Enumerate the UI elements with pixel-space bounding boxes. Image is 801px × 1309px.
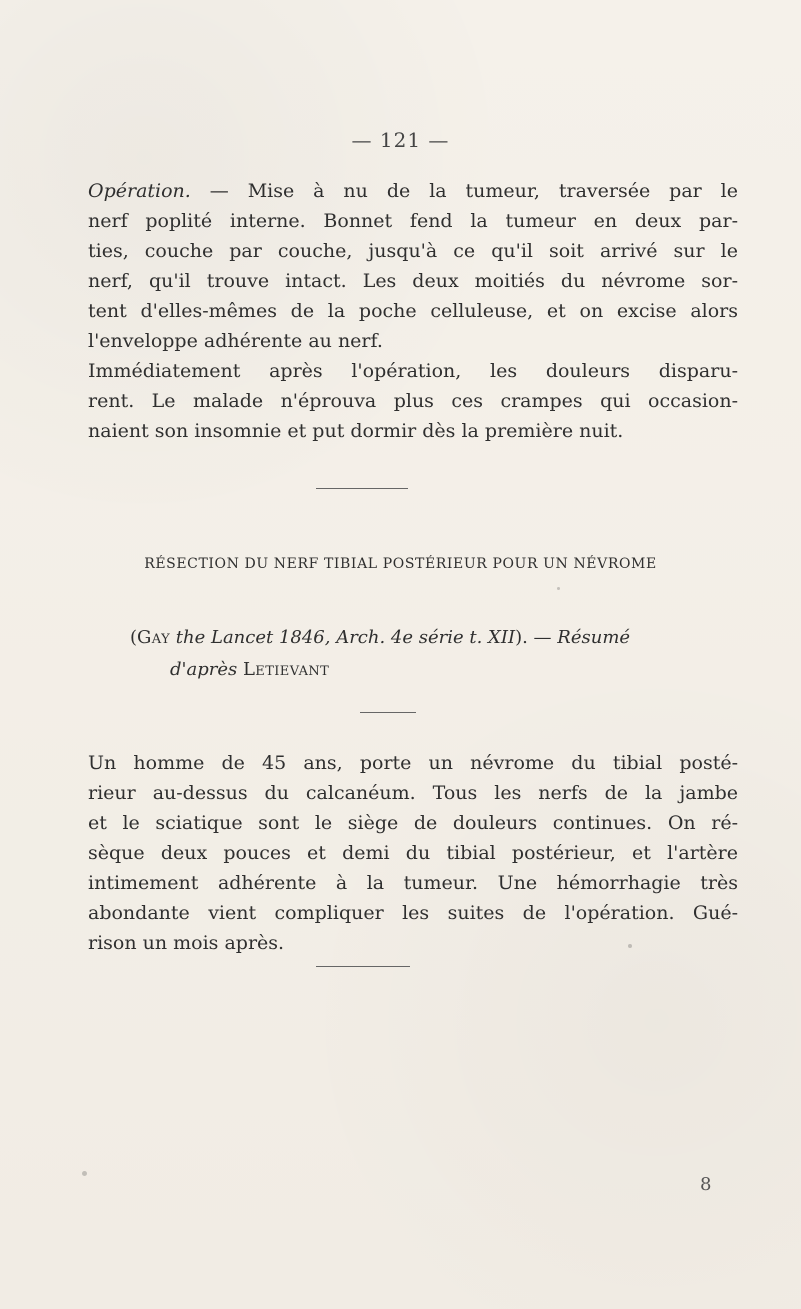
- paragraph-line: Un homme de 45 ans, porte un névrome du tibial posté-: [88, 752, 738, 774]
- paragraph-line: rison un mois après.: [88, 932, 285, 954]
- paragraph-line: l'enveloppe adhérente au nerf.: [88, 330, 383, 352]
- citation-open: (: [130, 627, 138, 648]
- paragraph-line: sèque deux pouces et demi du tibial postérieur, et l'artère: [88, 842, 738, 864]
- paper-speck: [628, 944, 632, 948]
- citation-journal: the Lancet 1846, Arch. 4e série t. XII: [170, 627, 516, 648]
- separator-rule: [316, 966, 410, 967]
- paragraph-case: [88, 748, 738, 958]
- paragraph-line: intimement adhérente à la tumeur. Une hémorrhagie très: [88, 872, 738, 894]
- paragraph-operation: [88, 176, 738, 356]
- paper-speck: [557, 587, 560, 590]
- footer-mark: 8: [700, 1174, 712, 1195]
- paragraph-line: nerf poplité interne. Bonnet fend la tumeur en deux par-: [88, 210, 738, 232]
- paragraph-line: tent d'elles-mêmes de la poche celluleuse, et on excise alors: [88, 300, 738, 322]
- separator-rule: [316, 488, 408, 489]
- citation-line-1: [130, 622, 710, 654]
- citation-resume: Résumé: [557, 627, 631, 648]
- citation-author: Gay: [137, 627, 171, 648]
- citation-line-2: [130, 654, 710, 686]
- paper-speck: [82, 1171, 87, 1176]
- paragraph-outcome: [88, 356, 738, 446]
- operation-label: Opération.: [88, 180, 191, 202]
- paragraph-line: rent. Le malade n'éprouva plus ces crampes qui occasion-: [88, 390, 738, 412]
- separator-rule: [360, 712, 416, 713]
- paragraph-line: abondante vient compliquer les suites de l'opération. Gué-: [88, 902, 738, 924]
- paragraph-line: et le sciatique sont le siège de douleurs continues. On ré-: [88, 812, 738, 834]
- citation-close: ). —: [515, 627, 558, 648]
- paragraph-line: Immédiatement après l'opération, les douleurs disparu-: [88, 360, 738, 382]
- citation-after: d'après: [170, 659, 243, 680]
- paragraph-line: ties, couche par couche, jusqu'à ce qu'il soit arrivé sur le: [88, 240, 738, 262]
- page-number: — 121 —: [351, 128, 450, 152]
- operation-first-line: — Mise à nu de la tumeur, traversée par le: [190, 180, 738, 202]
- paragraph-line: rieur au-dessus du calcanéum. Tous les nerfs de la jambe: [88, 782, 738, 804]
- citation-source-author: Letievant: [242, 659, 330, 680]
- paragraph-line: naient son insomnie et put dormir dès la première nuit.: [88, 420, 624, 442]
- paragraph-line: [88, 176, 738, 206]
- section-heading: RÉSECTION DU NERF TIBIAL POSTÉRIEUR POUR UN NÉVROME: [144, 556, 657, 572]
- section-citation: [130, 622, 710, 686]
- paragraph-line: nerf, qu'il trouve intact. Les deux moitiés du névrome sor-: [88, 270, 738, 292]
